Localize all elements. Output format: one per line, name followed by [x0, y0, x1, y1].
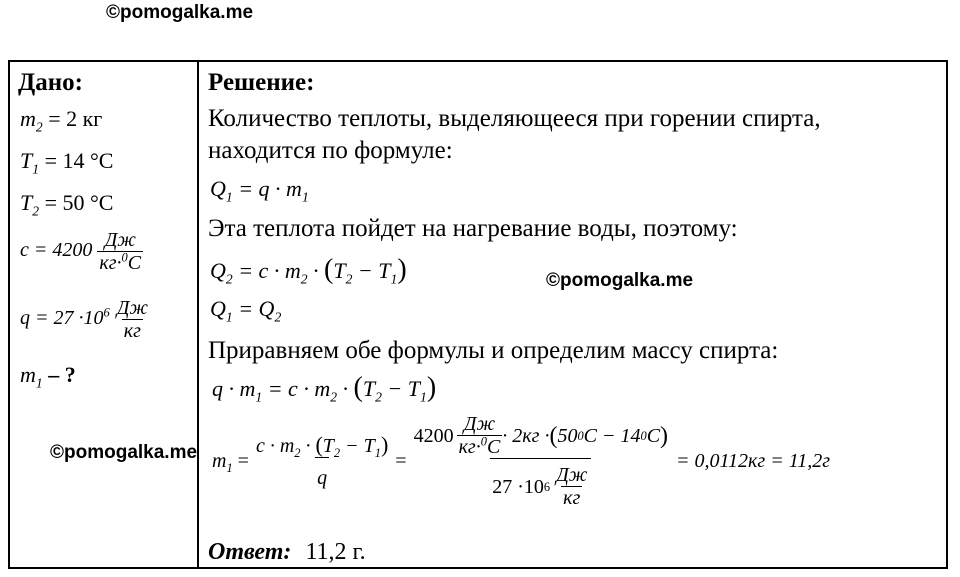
given-t1-value: = 14 °C: [44, 148, 114, 173]
given-q-unit: [115, 298, 150, 341]
given-t2-sub: 2: [32, 203, 40, 219]
formula-final: $m_1$ = $\frac{c \cdot m_2 \cdot (T_2 - T_1)}{q}$ = 4200 $\frac{Дж}{кг\cdot^0C}$ · 2кг · ( 50 0 C − 14 0 C ) 27 ·10 6 $\frac{Дж}{кг}$ = 0,0112кг = 11,2г: [212, 413, 831, 509]
given-m2: [20, 106, 103, 135]
given-t1-sub: 1: [32, 161, 40, 177]
formula-q2: $Q_2 = c \cdot m_2 \cdot (T_2 - T_1)$: [210, 254, 407, 287]
problem-table: [8, 60, 948, 569]
formula-balance: $q \cdot m_1 = c \cdot m_2 \cdot (T_2 - T_1)$: [212, 372, 437, 405]
given-header: Дано:: [18, 69, 83, 96]
given-m2-symbol: m: [20, 106, 36, 131]
given-c-unit: [97, 230, 143, 273]
given-t2: [20, 190, 114, 219]
given-find-question: – ?: [48, 362, 76, 387]
final-lhs: $m_1$: [212, 450, 233, 475]
watermark-left: ©pomogalka.me: [50, 442, 198, 463]
given-t2-value: = 50 °C: [44, 190, 114, 215]
given-c-unit-den: кг·$^0$C: [99, 250, 142, 274]
formula-q1-equals-q2: $Q_1 = Q_2$: [210, 296, 282, 325]
solution-header: Решение:: [208, 69, 315, 96]
column-divider: [197, 62, 199, 567]
given-m2-value: = 2 кг: [48, 106, 103, 131]
given-c-left: c = 4200: [20, 239, 93, 262]
watermark-top: ©pomogalka.me: [106, 2, 254, 23]
final-fraction-symbolic: $\frac{c \cdot m_2 \cdot (T_2 - T_1)}{q}$: [255, 432, 389, 489]
answer-label: Ответ:: [208, 539, 292, 565]
given-c-unit-num: Дж: [104, 229, 136, 251]
final-unit-1: $\frac{Дж}{кг\cdot^0C}$: [458, 413, 501, 458]
given-find: [20, 362, 76, 391]
solution-text-2: находится по формуле:: [208, 137, 453, 164]
given-m2-sub: 2: [35, 119, 43, 135]
solution-text-1: Количество теплоты, выделяющееся при горении спирта,: [208, 105, 821, 132]
answer: [208, 540, 366, 564]
given-find-symbol: m: [20, 362, 36, 387]
final-unit-2: $\frac{Дж}{кг}$: [556, 464, 588, 509]
given-c: [20, 230, 143, 273]
final-fraction-numeric: 4200 $\frac{Дж}{кг\cdot^0C}$ · 2кг · ( 50 0 C − 14 0 C ) 27 ·10 6 $\frac{Дж}{кг}$: [413, 413, 669, 509]
given-t2-symbol: T: [20, 190, 33, 215]
final-result: = 0,0112кг = 11,2г: [676, 450, 831, 472]
given-q-unit-den: кг: [123, 320, 141, 342]
given-q-unit-num: Дж: [116, 297, 149, 319]
given-t1-symbol: T: [20, 148, 33, 173]
given-q-exp: 6: [103, 305, 110, 320]
given-t1: [20, 148, 114, 177]
given-find-sub: 1: [35, 375, 43, 391]
formula-q1: $Q_1 = q \cdot m_1$: [210, 176, 309, 205]
given-q: [20, 298, 150, 341]
watermark-middle: ©pomogalka.me: [546, 270, 694, 291]
answer-value: 11,2 г.: [305, 539, 366, 565]
given-q-left: q = 27 ·10: [20, 307, 104, 330]
solution-text-3: Эта теплота пойдет на нагревание воды, поэтому:: [208, 215, 738, 242]
solution-text-4: Приравняем обе формулы и определим массу спирта:: [208, 337, 779, 364]
